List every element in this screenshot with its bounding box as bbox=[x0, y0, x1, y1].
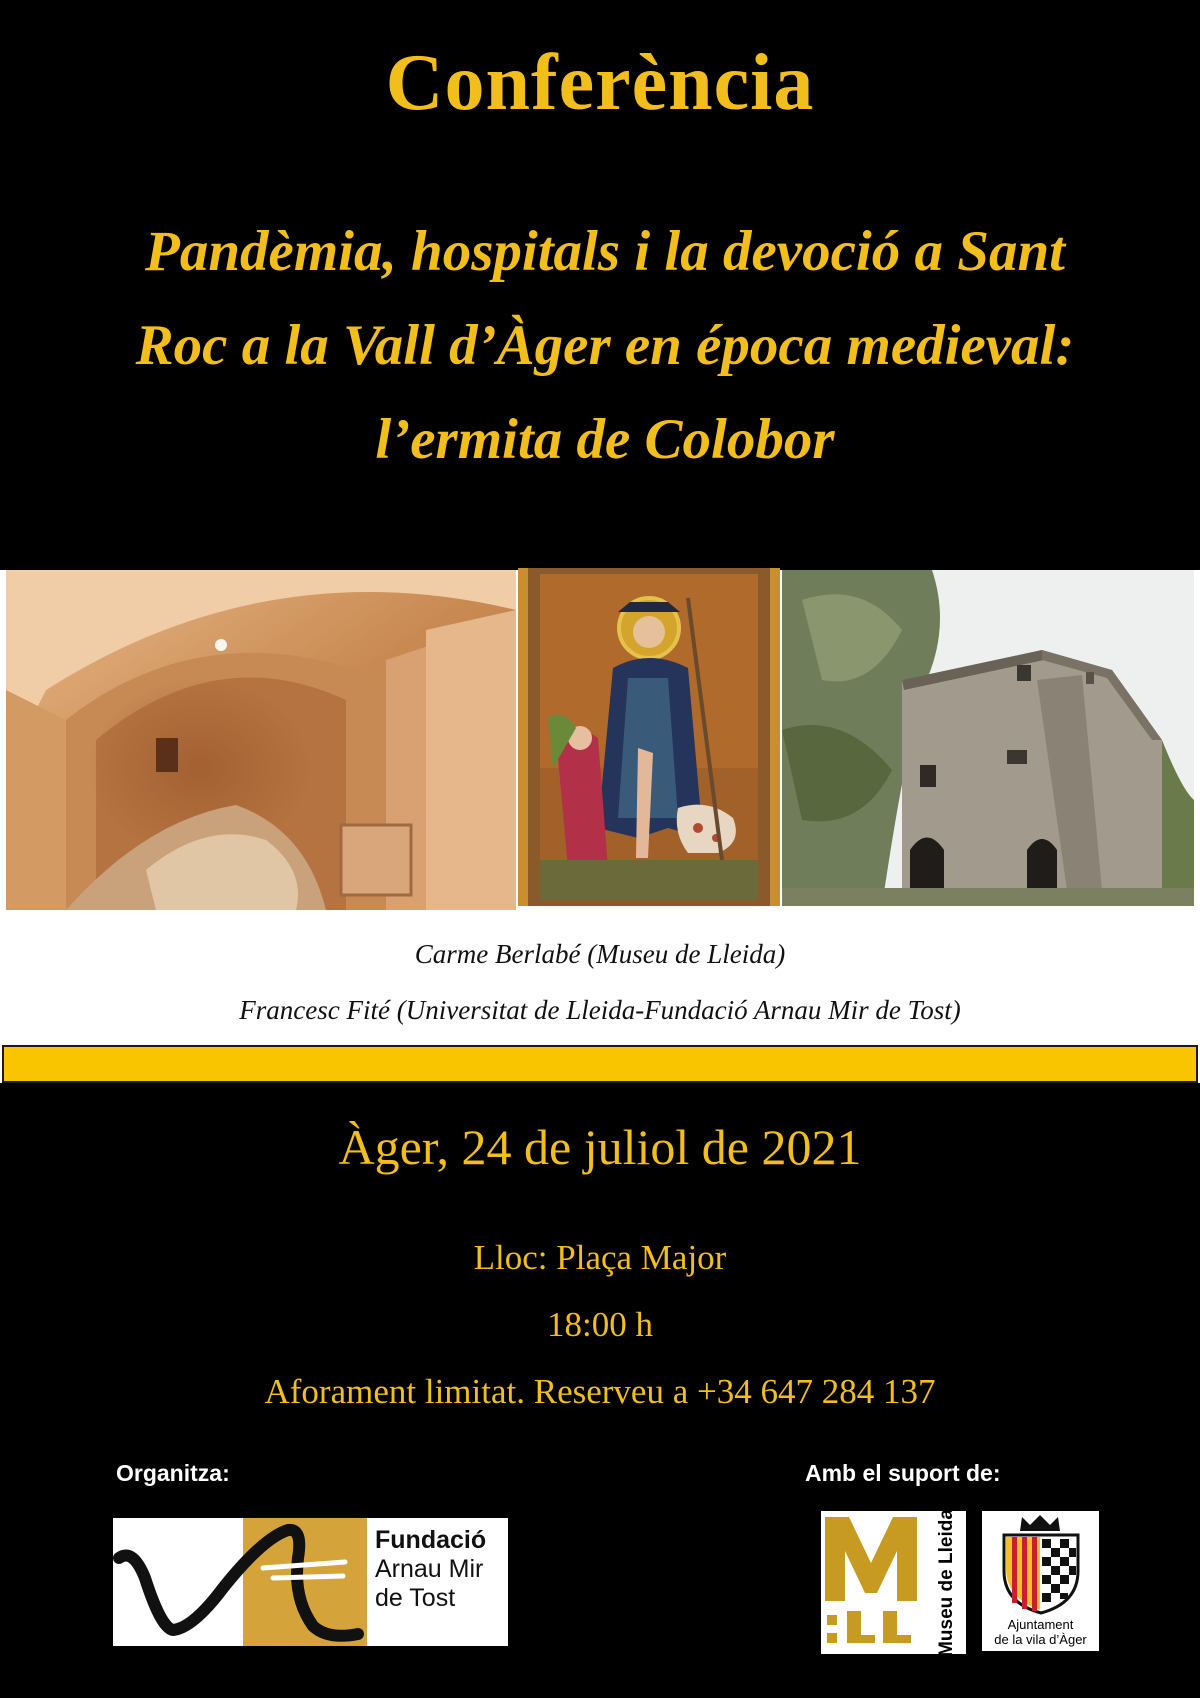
event-date: Àger, 24 de juliol de 2021 bbox=[338, 1119, 862, 1175]
fundacio-logo-line: Arnau Mir bbox=[375, 1555, 484, 1583]
ajuntament-logo-line: de la vila d’Àger bbox=[994, 1632, 1087, 1647]
booking-info: Aforament limitat. Reserveu a +34 647 284 137 bbox=[264, 1372, 936, 1411]
ajuntament-logo-text bbox=[982, 1617, 1099, 1647]
lecture-title bbox=[30, 205, 1180, 487]
museu-de-lleida-logo bbox=[821, 1508, 966, 1657]
poster-heading: Conferència bbox=[385, 39, 815, 127]
support-label: Amb el suport de: bbox=[805, 1460, 1001, 1486]
speaker-name: Francesc Fité (Universitat de Lleida-Fundació Arnau Mir de Tost) bbox=[239, 995, 961, 1025]
event-time: 18:00 h bbox=[547, 1305, 653, 1344]
ager-coat-of-arms-icon bbox=[982, 1511, 1099, 1617]
museu-m-mark-icon bbox=[821, 1511, 931, 1654]
title-line: Pandèmia, hospitals i la devoció a Sant bbox=[145, 220, 1065, 283]
gold-divider-bar bbox=[2, 1045, 1198, 1083]
ajuntament-logo-line: Ajuntament bbox=[1007, 1617, 1074, 1632]
vaulted-ruin-interior-photo bbox=[6, 570, 516, 910]
organizer-label: Organitza: bbox=[116, 1460, 230, 1486]
museu-vertical-label: Museu de Lleida bbox=[936, 1508, 957, 1657]
event-place: Lloc: Plaça Major bbox=[473, 1238, 727, 1277]
title-line: l’ermita de Colobor bbox=[375, 408, 835, 471]
fundacio-logo-text bbox=[375, 1526, 486, 1613]
stone-hermitage-exterior-photo bbox=[782, 570, 1194, 906]
title-line: Roc a la Vall d’Àger en época medieval: bbox=[135, 314, 1075, 377]
speakers-list bbox=[0, 936, 1200, 1048]
ajuntament-ager-logo bbox=[982, 1511, 1099, 1651]
speaker-name: Carme Berlabé (Museu de Lleida) bbox=[414, 939, 786, 969]
fundacio-arnau-mir-logo bbox=[113, 1518, 508, 1646]
saint-roch-painting-photo bbox=[518, 568, 780, 906]
fundacio-logo-line: de Tost bbox=[375, 1584, 456, 1612]
photo-strip bbox=[6, 570, 1190, 910]
fundacio-logo-line: Fundació bbox=[375, 1526, 487, 1554]
museu-logo-text bbox=[931, 1508, 963, 1657]
